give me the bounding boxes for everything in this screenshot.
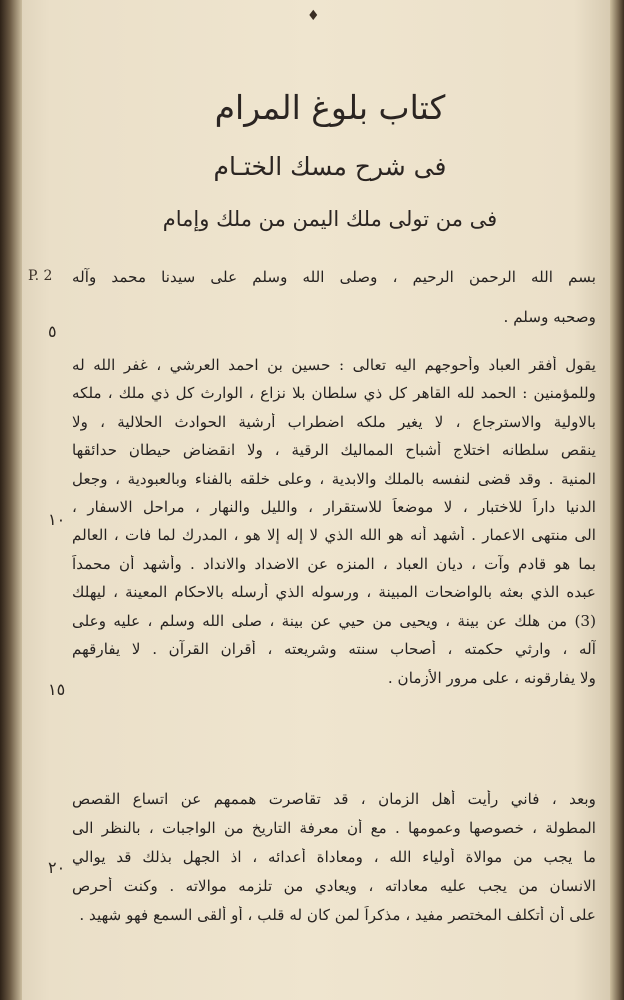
text-line: وبعد ، فاني رأيت أهل الزمان ، قد تقاصرت هممهم عن اتساع القصص [72, 790, 596, 808]
text-line: (3) من هلك عن بينة ، ويحيى من حيي عن بينة ، صلى الله وسلم ، عليه وعلى [72, 612, 596, 630]
text-line: وللمؤمنين : الحمد لله القاهر كل ذي سلطان بلا نزاع ، الوارث كل ذي ملك ، ملكه [72, 384, 596, 402]
text-line: ما يجب من موالاة أولياء الله ، ومعاداة أعدائه ، اذ الجهل بذلك قد يوالي [72, 848, 596, 866]
text-line: آله ، وارثي حكمته ، أصحاب سنته وشريعته ، أقران القرآن . لا يفارقهم [72, 640, 596, 658]
text-line: ولا يفارقونه ، على مرور الأزمان . [387, 669, 596, 687]
line-number-5: ٥ [48, 322, 57, 341]
text-line: ينقص سلطانه اختلاج أشباح المماليك الرقية ، ولا انقضاض حيطان حدائقها [72, 441, 596, 459]
text-line: الى منتهى الاعمار . أشهد أنه هو الله الذي لا إله إلا هو ، المدرك لما فات ، العالم [72, 526, 596, 544]
text-line: على أن أتكلف المختصر مفيد ، مذكراً لمن كان له قلب ، أو ألقى السمع فهو شهيد . [79, 906, 596, 924]
page-reference: P. 2 [28, 268, 53, 284]
line-number-20: ٢٠ [48, 858, 66, 877]
text-line: بالاولية والاسترجاع ، لا يغير ملكه اضطراب أرشية الحوادث الحلالية ، ولا [72, 413, 596, 431]
text-line: عبده الذي بعثه بالواضحات المبينة ، ورسوله الذي أرسله بالاحكام المعينة ، ليهلك [72, 583, 596, 601]
line-number-10: ١٠ [48, 510, 66, 529]
text-line: يقول أفقر العباد وأحوجهم اليه تعالى : حسين بن احمد العرشي ، غفر الله له [72, 356, 596, 374]
line-number-15: ١٥ [48, 680, 66, 699]
text-line: وصحبه وسلم . [503, 308, 596, 326]
page-edge-right [610, 0, 624, 1000]
text-line: الدنيا داراً للاختبار ، لا موضعاً للاستقرار ، والليل والنهار ، مراحل الاسفار ، [72, 498, 596, 516]
text-line: بما هو قادم وآت ، ديان العباد ، المنزه عن الاضداد والانداد . وأشهد أن محمداً [72, 555, 596, 573]
book-subtitle-2: فى من تولى ملك اليمن من ملك وإمام [162, 207, 498, 231]
page-ornament: ♦ [307, 8, 320, 24]
text-line: الانسان من يجب عليه معاداته ، ويعادي من تلزمه موالاته . وكنت أحرص [72, 877, 596, 895]
book-title: كتاب بلوغ المرام [214, 88, 446, 127]
text-line: المنية . وقد قضى لنفسه بالملك والابدية ، وعلى خلقه بالفناء وبالعبودية ، وجعل [72, 470, 596, 488]
book-subtitle: فى شرح مسك الختـام [213, 152, 447, 181]
text-line: المطولة ، خصوصها وعمومها . مع أن معرفة التاريخ من الواجبات ، بالنظر الى [72, 819, 596, 837]
text-line: بسم الله الرحمن الرحيم ، وصلى الله وسلم على سيدنا محمد وآله [72, 268, 596, 286]
page-edge-left [0, 0, 22, 1000]
